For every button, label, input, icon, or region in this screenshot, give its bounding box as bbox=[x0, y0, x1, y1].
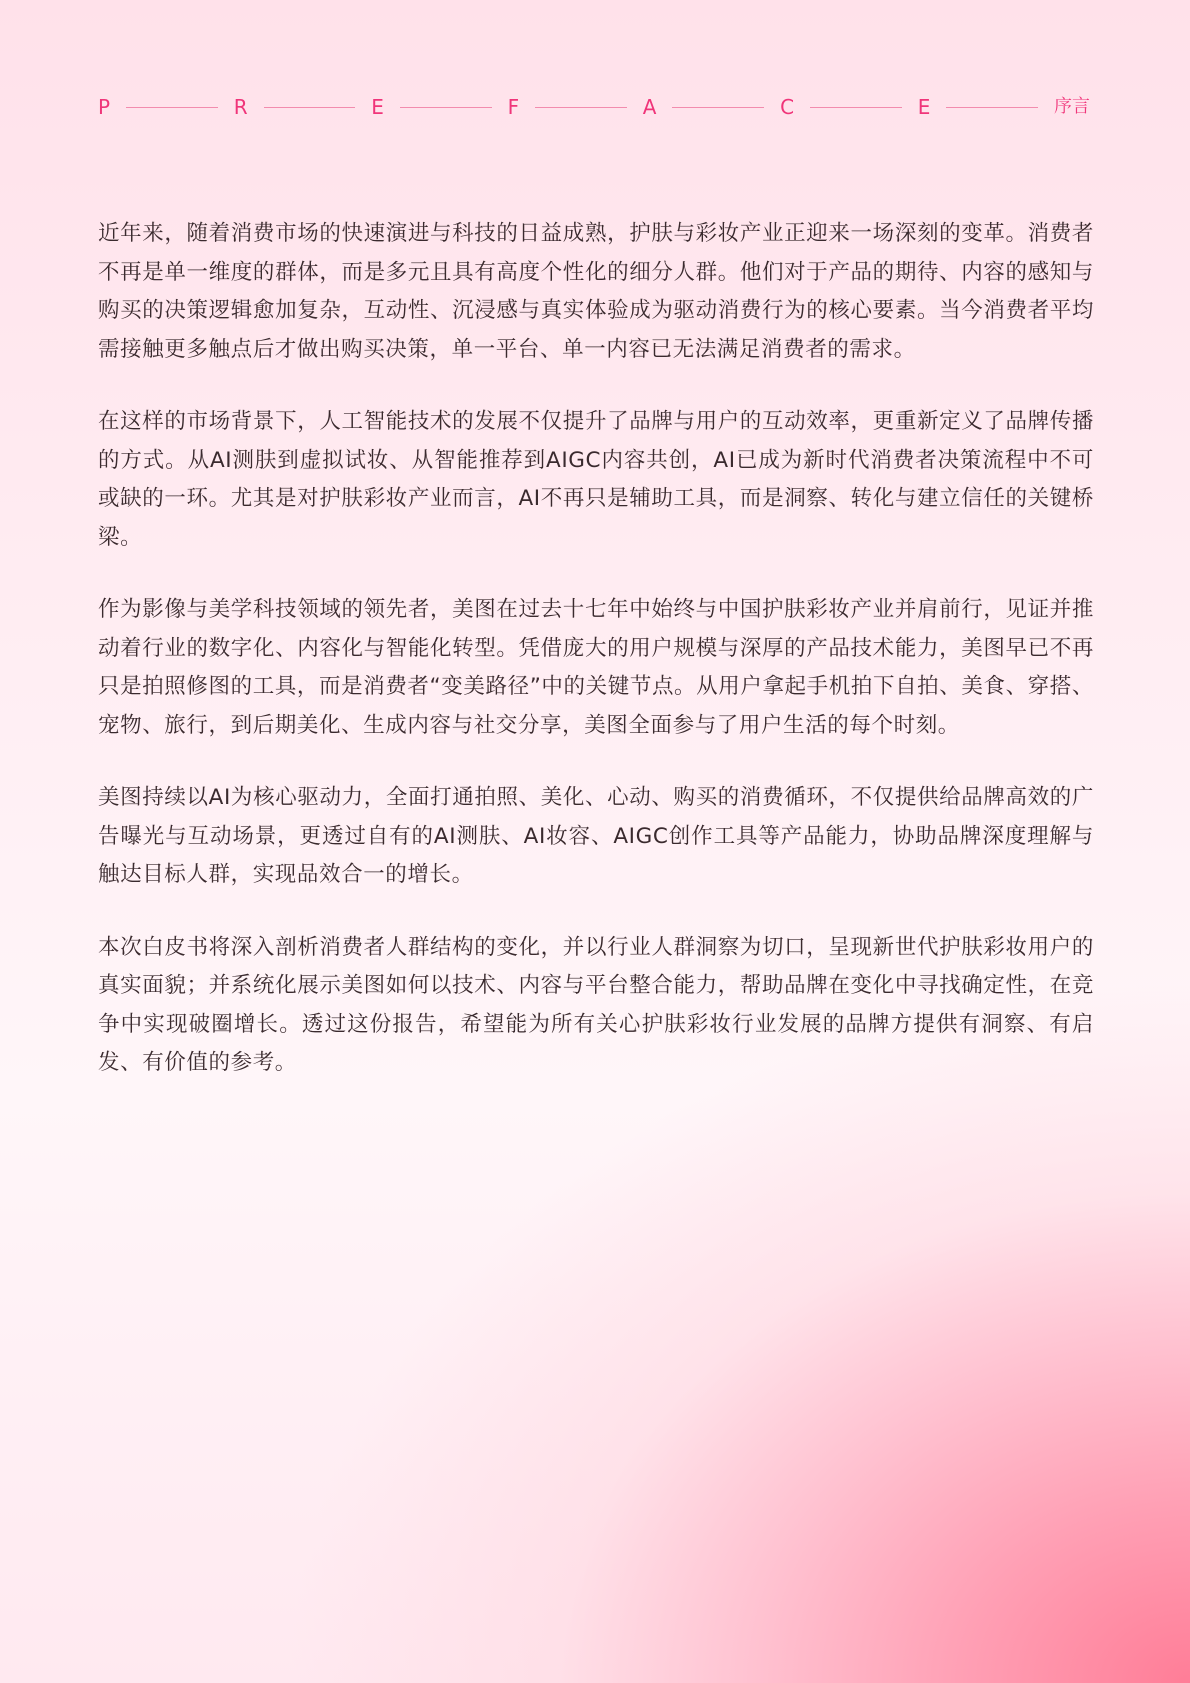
page-title: 序言 bbox=[1054, 96, 1091, 117]
header-letter: E bbox=[371, 95, 384, 119]
header-divider bbox=[946, 107, 1038, 108]
header-letter: F bbox=[507, 95, 520, 119]
header-letter: P bbox=[98, 95, 111, 119]
header-divider bbox=[126, 107, 218, 108]
header-letter: C bbox=[780, 95, 795, 119]
paragraph: 在这样的市场背景下，人工智能技术的发展不仅提升了品牌与用户的互动效率，更重新定义了品牌传播的方式。从AI测肤到虚拟试妆、从智能推荐到AIGC内容共创，AI已成为新时代消费者决策流程中不可或缺的一环。尤其是对护肤彩妆产业而言，AI不再只是辅助工具，而是洞察、转化与建立信任的关键桥梁。 bbox=[98, 409, 1094, 550]
header-divider bbox=[535, 107, 627, 108]
header-divider bbox=[264, 107, 356, 108]
header-letter: E bbox=[917, 95, 931, 119]
header-letter: R bbox=[233, 95, 248, 119]
preface-body bbox=[98, 215, 1094, 1117]
header-divider bbox=[400, 107, 492, 108]
header-divider bbox=[672, 107, 764, 108]
preface-header bbox=[98, 95, 1090, 119]
paragraph: 近年来，随着消费市场的快速演进与科技的日益成熟，护肤与彩妆产业正迎来一场深刻的变革。消费者不再是单一维度的群体，而是多元且具有高度个性化的细分人群。他们对于产品的期待、内容的感知与购买的决策逻辑愈加复杂，互动性、沉浸感与真实体验成为驱动消费行为的核心要素。当今消费者平均需接触更多触点后才做出购买决策，单一平台、单一内容已无法满足消费者的需求。 bbox=[98, 221, 1094, 362]
paragraph: 本次白皮书将深入剖析消费者人群结构的变化，并以行业人群洞察为切口，呈现新世代护肤彩妆用户的真实面貌；并系统化展示美图如何以技术、内容与平台整合能力，帮助品牌在变化中寻找确定性，在竞争中实现破圈增长。透过这份报告，希望能为所有关心护肤彩妆行业发展的品牌方提供有洞察、有启发、有价值的参考。 bbox=[98, 934, 1094, 1075]
header-letter: A bbox=[642, 95, 657, 119]
paragraph: 美图持续以AI为核心驱动力，全面打通拍照、美化、心动、购买的消费循环，不仅提供给品牌高效的广告曝光与互动场景，更透过自有的AI测肤、AI妆容、AIGC创作工具等产品能力，协助品牌深度理解与触达目标人群，实现品效合一的增长。 bbox=[98, 785, 1094, 887]
header-divider bbox=[810, 107, 902, 108]
paragraph: 作为影像与美学科技领域的领先者，美图在过去十七年中始终与中国护肤彩妆产业并肩前行，见证并推动着行业的数字化、内容化与智能化转型。凭借庞大的用户规模与深厚的产品技术能力，美图早已不再只是拍照修图的工具，而是消费者“变美路径”中的关键节点。从用户拿起手机拍下自拍、美食、穿搭、宠物、旅行，到后期美化、生成内容与社交分享，美图全面参与了用户生活的每个时刻。 bbox=[98, 597, 1094, 738]
